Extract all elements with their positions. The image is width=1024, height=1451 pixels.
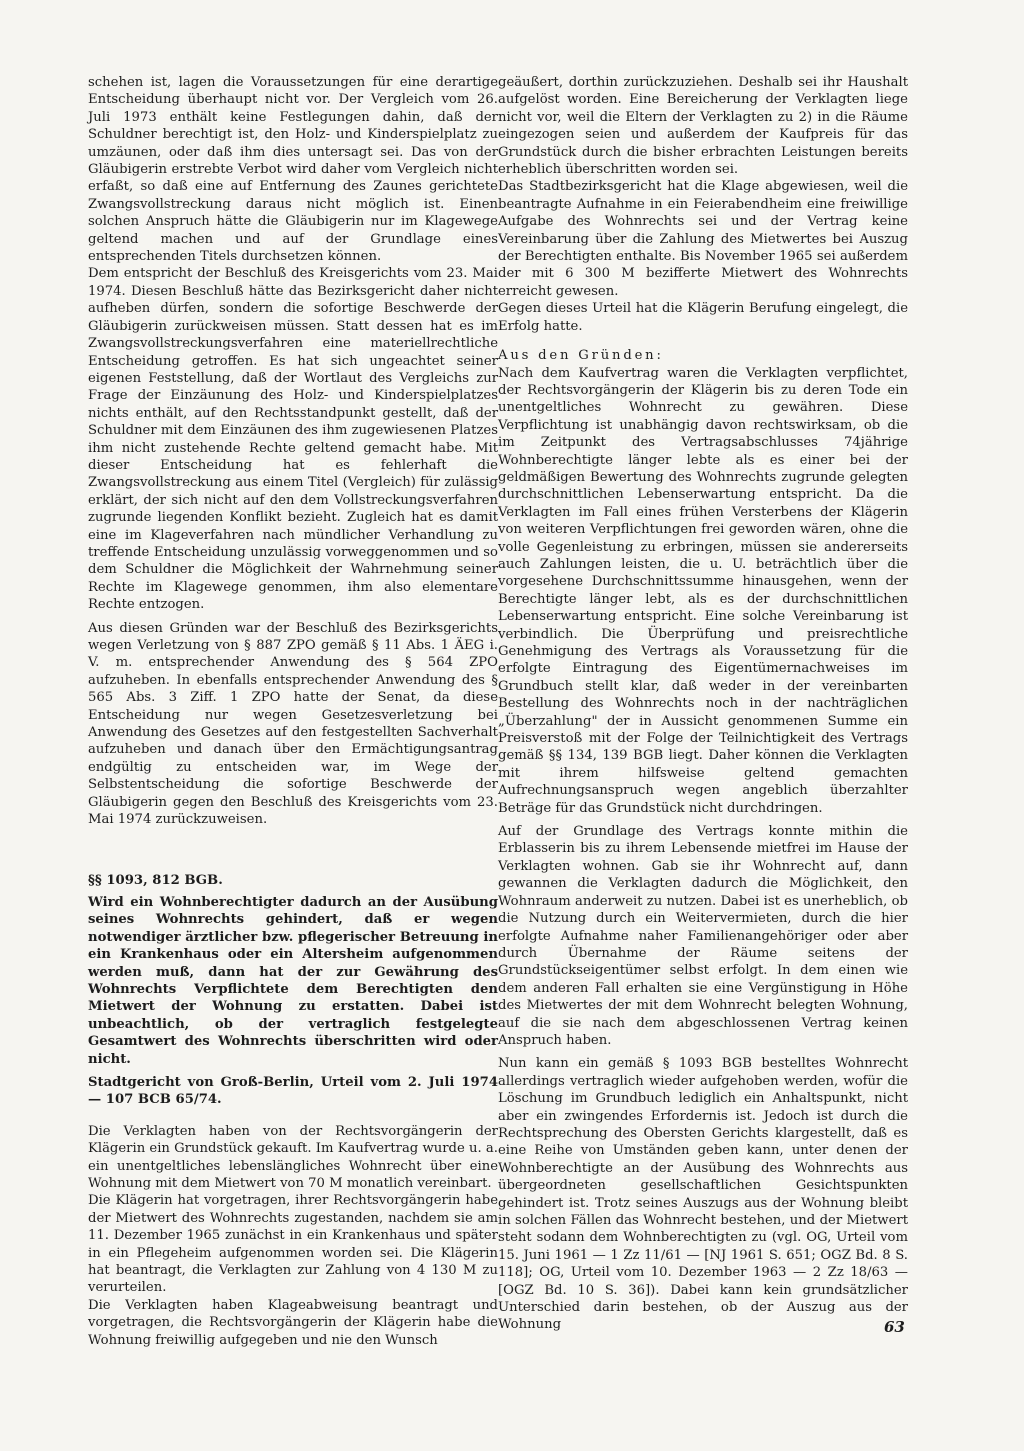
paragraph: Gegen dieses Urteil hat die Klägerin Berufung eingelegt, die Erfolg hatte.: [498, 301, 908, 334]
section-heading: Aus den Gründen:: [498, 348, 664, 364]
headnote: Wird ein Wohnberechtigter dadurch an der Ausübung seines Wohnrechts gehindert, daß er wegen notwendiger ärztlicher bzw. pflegerischer Betreuung in ein Krankenhaus oder ein Altersheim aufgenommen werden muß, dann hat der zur Gewährung des Wohnrechts Verpflichtete dem Berechtigten den Mietwert der Wohnung zu erstatten. Dabei ist unbeachtlich, ob der vertraglich festgelegte Gesamtwert des Wohnrechts überschritten wird oder nicht.: [88, 894, 498, 1067]
right-column: [498, 74, 908, 1334]
law-reference: §§ 1093, 812 BGB.: [88, 873, 223, 889]
paragraph: Dem entspricht der Beschluß des Kreisgerichts vom 23. Mai 1974. Diesen Beschluß hätte das Bezirksgericht daher nicht aufheben dürfen, sondern die sofortige Beschwerde der Gläubigerin zurückweisen müssen. Statt dessen hat es im Zwangsvollstreckungsverfahren eine materiellrechtliche Entscheidung getroffen. Es hat sich ungeachtet seiner eigenen Feststellung, daß der Wortlaut des Vergleichs zur Frage der Einzäunung des Holz- und Kinderspielplatzes nichts enthält, auf den Rechtsstandpunkt gestellt, daß der Schuldner mit dem Einzäunen des ihm zugewiesenen Platzes ihm nicht zustehende Rechte geltend gemacht habe. Mit dieser Entscheidung hat es fehlerhaft die Zwangsvollstreckung aus einem Titel (Vergleich) für zulässig erklärt, der sich nicht auf den dem Vollstreckungsverfahren zugrunde liegenden Konflikt bezieht. Zugleich hat es damit eine im Klageverfahren nach mündlicher Verhandlung zu treffende Entscheidung unzulässig vorweggenommen und so dem Schuldner die Möglichkeit der Wahrnehmung seiner Rechte im Klagewege genommen, ihm also elementare Rechte entzogen.: [88, 266, 498, 613]
paragraph: Nun kann ein gemäß § 1093 BGB bestelltes Wohnrecht allerdings vertraglich wieder aufgehoben werden, wofür die Löschung im Grundbuch lediglich ein Anhaltspunkt, nicht aber ein zwingendes Erfordernis ist. Jedoch ist durch die Rechtsprechung des Obersten Gerichts klargestellt, daß es eine Reihe von Umständen geben kann, unter denen der Wohnberechtigte an der Ausübung des Wohnrechts aus übergeordneten gesellschaftlichen Gesichtspunkten gehindert ist. Trotz seines Auszugs aus der Wohnung bleibt in solchen Fällen das Wohnrecht bestehen, und der Mietwert steht sodann dem Wohnberechtigten zu (vgl. OG, Urteil vom 15. Juni 1961 — 1 Zz 11/61 — [NJ 1961 S. 651; OGZ Bd. 8 S. 118]; OG, Urteil vom 10. Dezember 1963 — 2 Zz 18/63 — [OGZ Bd. 10 S. 36]). Dabei kann kein grundsätzlicher Unterschied darin bestehen, ob der Auszug aus der Wohnung: [498, 1056, 908, 1333]
left-column: [88, 74, 498, 1349]
paragraph: geäußert, dorthin zurückzuziehen. Deshalb sei ihr Haushalt aufgelöst worden. Eine Bereicherung der Verklagten liege nicht vor, weil die Eltern der Verklagten zu 2) in die Räume eingezogen seien und außerdem der Kaufpreis für das Grundstück durch die bisher erbrachten Leistungen bereits erheblich überschritten worden sei.: [498, 75, 908, 178]
paragraph: Aus diesen Gründen war der Beschluß des Bezirksgerichts wegen Verletzung von § 887 ZPO gemäß § 11 Abs. 1 ÄEG i. V. m. entsprechender Anwendung des § 564 ZPO aufzuheben. In ebenfalls entsprechender Anwendung des § 565 Abs. 3 Ziff. 1 ZPO hatte der Senat, da diese Entscheidung nur wegen Gesetzesverletzung bei Anwendung des Gesetzes auf den festgestellten Sachverhalt aufzuheben und danach über den Ermächtigungsantrag endgültig zu entscheiden war, im Wege der Selbstentscheidung die sofortige Beschwerde der Gläubigerin gegen den Beschluß des Kreisgerichts vom 23. Mai 1974 zurückzuweisen.: [88, 620, 498, 828]
page-number: 63: [884, 1318, 905, 1336]
paragraph: schehen ist, lagen die Voraussetzungen für eine derartige Entscheidung überhaupt nicht vor. Der Vergleich vom 26. Juli 1973 enthält keine Festlegungen dahin, daß der Schuldner berechtigt ist, den Holz- und Kinderspielplatz zu umzäunen, oder daß ihm dies untersagt sei. Das von der Gläubigerin erstrebte Verbot wird daher vom Vergleich nicht erfaßt, so daß eine auf Entfernung des Zaunes gerichtete Zwangsvollstreckung daraus nicht möglich ist. Einen solchen Anspruch hätte die Gläubigerin nur im Klagewege geltend machen und auf der Grundlage eines entsprechenden Titels durchsetzen können.: [88, 75, 498, 265]
paragraph: Auf der Grundlage des Vertrags konnte mithin die Erblasserin bis zu ihrem Lebensende mietfrei im Hause der Verklagten wohnen. Gab sie ihr Wohnrecht auf, dann gewannen die Verklagten dadurch die Möglichkeit, den Wohnraum anderweit zu nutzen. Dabei ist es unerheblich, ob die Nutzung durch ein Weitervermieten, durch die hier erfolgte Aufnahme naher Familienangehöriger oder aber durch Übernahme der Räume seitens der Grundstückseigentümer selbst erfolgt. In dem einen wie dem anderen Fall erhalten sie eine Vergünstigung in Höhe des Mietwertes der mit dem Wohnrecht belegten Wohnung, auf die sie nach dem abgeschlossenen Vertrag keinen Anspruch haben.: [498, 824, 908, 1048]
paragraph: Die Verklagten haben Klageabweisung beantragt und vorgetragen, die Rechtsvorgängerin der Klägerin habe die Wohnung freiwillig aufgegeben und nie den Wunsch: [88, 1297, 498, 1348]
paragraph: Die Klägerin hat vorgetragen, ihrer Rechtsvorgängerin habe der Mietwert des Wohnrechts zugestanden, nachdem sie am 11. Dezember 1965 zunächst in ein Krankenhaus und später in ein Pflegeheim aufgenommen worden sei. Die Klägerin hat beantragt, die Verklagten zur Zahlung von 4 130 M zu verurteilen.: [88, 1193, 498, 1296]
paragraph: Nach dem Kaufvertrag waren die Verklagten verpflichtet, der Rechtsvorgängerin der Klägerin bis zu deren Tode ein unentgeltliches Wohnrecht zu gewähren. Diese Verpflichtung ist unabhängig davon rechtswirksam, ob die im Zeitpunkt des Vertragsabschlusses 74jährige Wohnberechtigte länger lebte als es einer bei der geldmäßigen Bewertung des Wohnrechts zugrunde gelegten durchschnittlichen Lebenserwartung entspricht. Da die Verklagten im Fall eines frühen Versterbens der Klägerin von weiteren Verpflichtungen frei geworden wären, ohne die volle Gegenleistung zu erbringen, müssen sie andererseits auch Zahlungen leisten, die u. U. beträchtlich über die vorgesehene Durchschnittssumme hinausgehen, wenn der Berechtigte länger lebt, als es der durchschnittlichen Lebenserwartung entspricht. Eine solche Vereinbarung ist verbindlich. Die Überprüfung und preisrechtliche Genehmigung des Vertrags als Voraussetzung für die erfolgte Eintragung des Eigentümernachweises im Grundbuch stellt klar, daß weder in der vereinbarten Bestellung des Wohnrechts noch in der nachträglichen „Überzahlung" der in Aussicht genommenen Summe ein Preisverstoß mit der Folge der Teilnichtigkeit des Vertrags gemäß §§ 134, 139 BGB liegt. Daher können die Verklagten mit ihrem hilfsweise geltend gemachten Aufrechnungsanspruch wegen angeblich überzahlter Beträge für das Grundstück nicht durchdringen.: [498, 365, 908, 816]
paragraph: Das Stadtbezirksgericht hat die Klage abgewiesen, weil die beantragte Aufnahme in ein Feierabendheim eine freiwillige Aufgabe des Wohnrechts sei und der Vertrag keine Vereinbarung über die Zahlung des Mietwertes bei Auszug der Berechtigten enthalte. Bis November 1965 sei außerdem der mit 6 300 M bezifferte Mietwert des Wohnrechts erreicht gewesen.: [498, 179, 908, 299]
court-citation: Stadtgericht von Groß-Berlin, Urteil vom 2. Juli 1974 — 107 BCB 65/74.: [88, 1074, 498, 1108]
paragraph: Die Verklagten haben von der Rechtsvorgängerin der Klägerin ein Grundstück gekauft. Im Kaufvertrag wurde u. a. ein unentgeltliches lebenslängliches Wohnrecht über eine Wohnung mit dem Mietwert von 70 M monatlich vereinbart.: [88, 1123, 498, 1191]
